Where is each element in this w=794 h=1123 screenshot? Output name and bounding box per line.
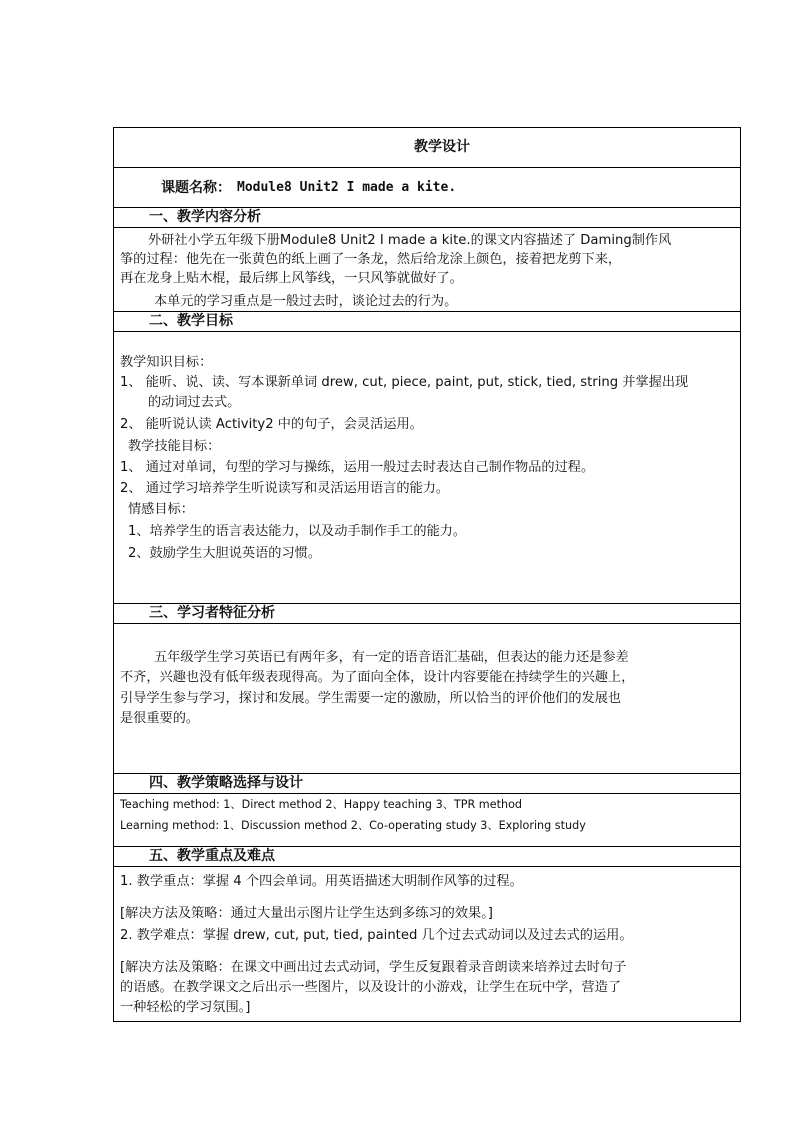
title-row: [114, 128, 740, 168]
goals-line-10: 2、鼓励学生大胆说英语的习惯。: [128, 546, 322, 561]
goals-line-8: 情感目标：: [128, 502, 194, 517]
content-line-4: 本单元的学习重点是一般过去时，谈论过去的行为。: [154, 294, 458, 309]
keypoints-line-4: [解决方法及策略：在课文中画出过去式动词，学生反复跟着录音朗读来培养过去时句子: [120, 960, 627, 975]
learning-method-line: Learning method: 1、Discussion method 2、Co-operating study 3、Exploring study: [120, 819, 586, 832]
keypoints-line-6: 一种轻松的学习氛围。]: [120, 1000, 251, 1015]
section-strategy-body: [114, 794, 740, 847]
content-line-3: 再在龙身上贴木棍，最后绑上风筝线，一只风筝就做好了。: [120, 271, 463, 286]
keypoints-line-1: 1. 教学重点：掌握 4 个四会单词。用英语描述大明制作风筝的过程。: [120, 874, 523, 889]
learners-line-3: 引导学生参与学习，探讨和发展。学生需要一定的激励，所以恰当的评价他们的发展也: [120, 691, 622, 706]
section-goals-heading: 二、教学目标: [149, 313, 233, 329]
section-strategy-heading-row: [114, 774, 740, 794]
lesson-plan-table: [113, 127, 741, 1022]
goals-line-5: 教学技能目标：: [128, 439, 221, 454]
learners-line-1: 五年级学生学习英语已有两年多，有一定的语音语汇基础，但表达的能力还是参差: [154, 650, 629, 665]
goals-line-2: 1、 能听、说、读、写本课新单词 drew, cut, piece, paint, put, stick, tied, string 并掌握出现: [120, 375, 689, 390]
goals-line-1: 教学知识目标：: [120, 355, 213, 370]
document-title: 教学设计: [414, 139, 470, 155]
section-learners-body: [114, 624, 740, 774]
learners-line-2: 不齐，兴趣也没有低年级表现得高。为了面向全体，设计内容要能在持续学生的兴趣上，: [120, 670, 635, 685]
section-learners-heading-row: [114, 604, 740, 624]
content-line-2: 筝的过程：他先在一张黄色的纸上画了一条龙，然后给龙涂上颜色，接着把龙剪下来，: [120, 252, 622, 267]
keypoints-line-5: 的语感。在教学课文之后出示一些图片，以及设计的小游戏，让学生在玩中学，营造了: [120, 980, 622, 995]
section-keypoints-heading-row: [114, 847, 740, 867]
learners-line-4: 是很重要的。: [120, 711, 200, 726]
section-goals-body: [114, 332, 740, 604]
content-line-1: 外研社小学五年级下册Module8 Unit2 I made a kite.的课文内容描述了 Daming制作风: [148, 233, 672, 248]
section-keypoints-body: [114, 867, 740, 1023]
goals-line-9: 1、培养学生的语言表达能力，以及动手制作手工的能力。: [128, 524, 467, 539]
course-value: Module8 Unit2 I made a kite.: [237, 180, 457, 195]
section-content-body: [114, 228, 740, 312]
goals-line-3: 的动词过去式。: [148, 395, 241, 410]
goals-line-4: 2、 能听说认读 Activity2 中的句子，会灵活运用。: [120, 417, 423, 432]
keypoints-line-2: [解决方法及策略：通过大量出示图片让学生达到多练习的效果。]: [120, 906, 493, 921]
section-content-heading-row: [114, 208, 740, 228]
section-strategy-heading: 四、教学策略选择与设计: [149, 775, 303, 791]
section-learners-heading: 三、学习者特征分析: [149, 605, 275, 621]
teaching-method-line: Teaching method: 1、Direct method 2、Happy teaching 3、TPR method: [120, 798, 523, 811]
course-row: [114, 168, 740, 208]
goals-line-6: 1、 通过对单词，句型的学习与操练，运用一般过去时表达自己制作物品的过程。: [120, 460, 595, 475]
goals-line-7: 2、 通过学习培养学生听说读写和灵活运用语言的能力。: [120, 481, 450, 496]
keypoints-line-3: 2. 教学难点：掌握 drew, cut, put, tied, painted 几个过去式动词以及过去式的运用。: [120, 928, 633, 943]
section-keypoints-heading: 五、教学重点及难点: [149, 848, 275, 864]
course-label: 课题名称：: [161, 180, 231, 196]
section-content-heading: 一、教学内容分析: [149, 209, 261, 225]
section-goals-heading-row: [114, 312, 740, 332]
